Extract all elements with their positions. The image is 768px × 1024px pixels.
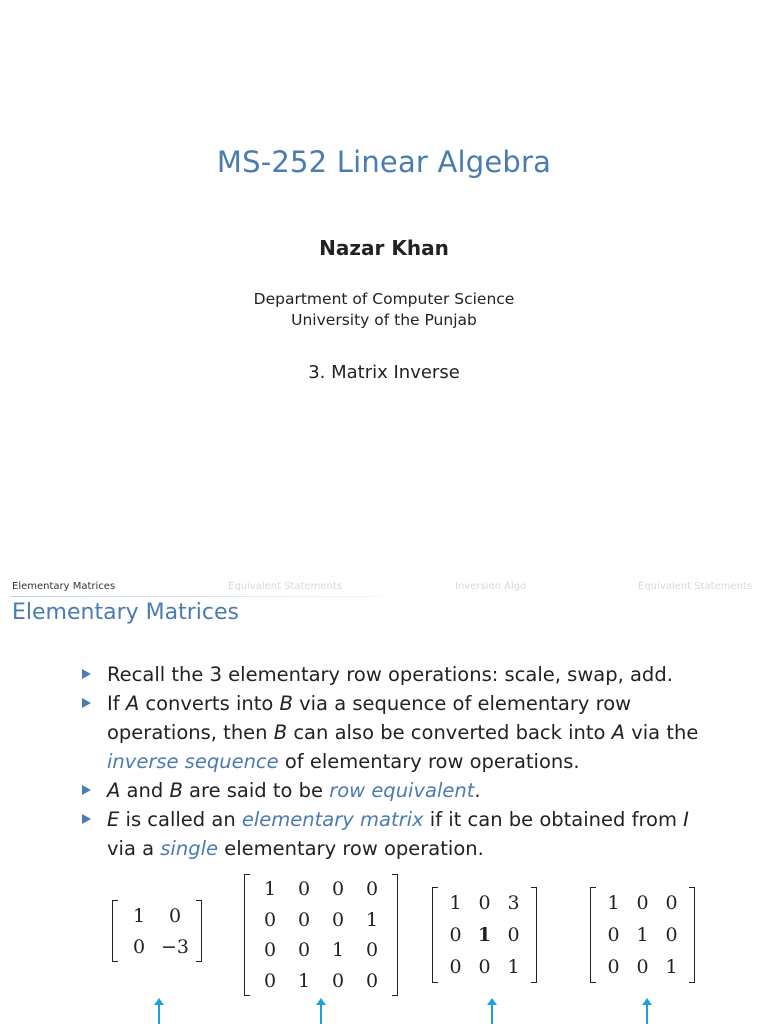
bracket-left (112, 900, 118, 962)
nav-divider (10, 596, 382, 597)
matrix-grid (441, 887, 528, 983)
bullet-text: of elementary row operations. (278, 750, 580, 773)
matrix-cell: 1 (132, 904, 146, 927)
matrix-cell: 0 (478, 892, 491, 914)
matrix-cell: 0 (168, 904, 182, 927)
author-name: Nazar Khan (319, 236, 449, 260)
bracket-right (392, 874, 398, 996)
matrix-cell: 0 (297, 908, 311, 931)
bullet-text: can also be converted back into (287, 721, 612, 744)
math-var-B: B (273, 721, 288, 744)
bracket-right (531, 887, 537, 983)
bullet-text: via a (107, 837, 161, 860)
nav-inversion-algo[interactable]: Inversion Algo (455, 581, 527, 592)
arrow-up-icon (491, 1004, 493, 1024)
nav-equivalent-statements[interactable]: Equivalent Statements (228, 581, 343, 592)
matrix-1 (112, 900, 202, 962)
bullet-text: are said to be (182, 779, 330, 802)
elementary-matrices-figure (106, 866, 708, 1024)
lecture-title: 3. Matrix Inverse (308, 362, 460, 383)
bracket-right (196, 900, 202, 962)
matrix-2 (244, 874, 398, 996)
matrix-cell: 1 (263, 878, 277, 901)
bullet-text: converts into (139, 692, 280, 715)
matrix-cell: 0 (665, 892, 678, 914)
math-var-A: A (611, 721, 626, 744)
bullet-item (80, 660, 720, 689)
math-var-A: A (125, 692, 140, 715)
matrix-cell: 1 (331, 939, 345, 962)
nav-elementary-matrices[interactable]: Elementary Matrices (12, 581, 116, 592)
matrix-cell: 0 (665, 924, 678, 946)
presentation-title: MS-252 Linear Algebra (216, 145, 552, 179)
bullet-text: via the (625, 721, 699, 744)
bullet-text: is called an (119, 808, 242, 831)
matrix-cell: 0 (607, 956, 620, 978)
section-navbar (0, 576, 768, 598)
bullet-text: If (107, 692, 126, 715)
math-var-E: E (107, 808, 120, 831)
matrix-cell: 1 (449, 892, 462, 914)
matrix-cell: −3 (160, 935, 189, 958)
department: Department of Computer Science (253, 290, 515, 308)
matrix-cell: 0 (132, 935, 146, 958)
matrix-cell: 0 (636, 892, 649, 914)
matrix-cell: 0 (607, 924, 620, 946)
matrix-3 (432, 887, 537, 983)
term-inverse-sequence: inverse sequence (107, 750, 279, 773)
matrix-grid (599, 887, 686, 983)
university: University of the Punjab (291, 311, 477, 329)
term-elementary-matrix: elementary matrix (241, 808, 424, 831)
bullet-item (80, 689, 720, 776)
matrix-cell: 0 (331, 878, 345, 901)
bracket-right (689, 887, 695, 983)
matrix-cell: 0 (331, 908, 345, 931)
term-row-equivalent: row equivalent (329, 779, 475, 802)
bracket-left (432, 887, 438, 983)
term-single: single (160, 837, 218, 860)
bullet-list (80, 660, 720, 863)
arrow-up-icon (646, 1004, 648, 1024)
matrix-cell: 0 (263, 939, 277, 962)
frame-title: Elementary Matrices (12, 600, 239, 625)
matrix-cell: 0 (297, 878, 311, 901)
matrix-cell: 1 (297, 969, 311, 992)
matrix-cell: 0 (507, 924, 520, 946)
math-var-B: B (279, 692, 293, 715)
matrix-cell: 0 (365, 939, 379, 962)
matrix-cell: 1 (665, 956, 678, 978)
math-var-I: I (683, 808, 689, 831)
matrix-cell: 1 (365, 908, 379, 931)
bracket-left (244, 874, 250, 996)
matrix-cell: 0 (636, 956, 649, 978)
matrix-4 (590, 887, 695, 983)
nav-equivalent-statements-2[interactable]: Equivalent Statements (638, 581, 753, 592)
bullet-triangle-icon (82, 814, 91, 824)
matrix-cell: 0 (365, 969, 379, 992)
matrix-cell: 1 (607, 892, 620, 914)
bullet-text: Recall the 3 elementary row operations: scale, swap, add. (107, 663, 673, 686)
matrix-cell: 0 (449, 956, 462, 978)
bullet-triangle-icon (82, 698, 91, 708)
bullet-triangle-icon (82, 669, 91, 679)
bullet-item (80, 805, 720, 863)
matrix-cell: 0 (331, 969, 345, 992)
content-slide (0, 576, 768, 1024)
matrix-cell: 0 (449, 924, 462, 946)
arrow-up-icon (158, 1004, 160, 1024)
bracket-left (590, 887, 596, 983)
matrix-grid (253, 874, 389, 996)
bullet-text: elementary row operation. (218, 837, 484, 860)
math-var-B: B (169, 779, 183, 802)
bullet-text: if it can be obtained from (423, 808, 684, 831)
bullet-text: and (120, 779, 170, 802)
bullet-text: via a sequence of elementary row operations, then (107, 692, 632, 744)
matrix-cell: 0 (365, 878, 379, 901)
matrix-cell: 3 (507, 892, 520, 914)
matrix-cell: 0 (478, 956, 491, 978)
bullet-triangle-icon (82, 785, 91, 795)
matrix-cell: 1 (477, 924, 492, 946)
arrow-up-icon (320, 1004, 322, 1024)
matrix-cell: 0 (263, 969, 277, 992)
matrix-cell: 1 (636, 924, 649, 946)
matrix-grid (121, 900, 193, 962)
matrix-cell: 0 (297, 939, 311, 962)
matrix-cell: 0 (263, 908, 277, 931)
math-var-A: A (107, 779, 121, 802)
bullet-text: . (474, 779, 481, 802)
bullet-item (80, 776, 720, 805)
matrix-cell: 1 (507, 956, 520, 978)
